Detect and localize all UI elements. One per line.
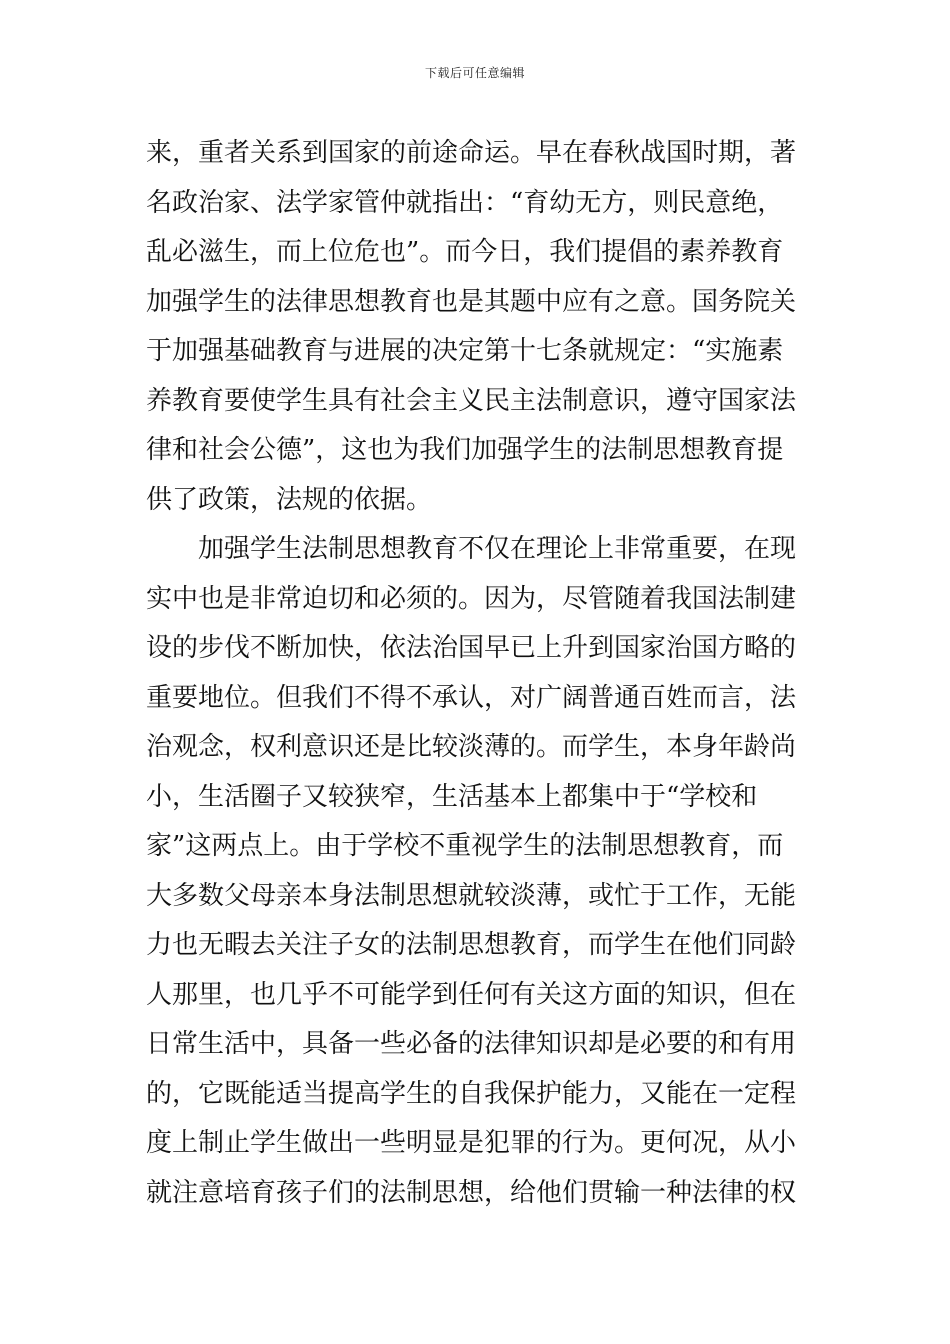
page-header: 下载后可任意编辑 <box>424 66 525 80</box>
paragraph-line: 力也无暇去关注子女的法制思想教育，而学生在他们同龄 <box>146 930 797 960</box>
paragraph-line: 日常生活中，具备一些必备的法律知识却是必要的和有用 <box>146 1029 797 1059</box>
paragraph-line: 养教育要使学生具有社会主义民主法制意识，遵守国家法 <box>146 385 797 416</box>
paragraph-line: 于加强基础教育与进展的决定第十七条就规定：“实施素 <box>146 336 784 366</box>
paragraph-line: 就注意培育孩子们的法制思想，给他们贯输一种法律的权 <box>146 1177 797 1208</box>
paragraph-line: 度上制止学生做出一些明显是犯罪的行为。更何况，从小 <box>146 1128 797 1158</box>
paragraph-line: 乱必滋生，而上位危也”。而今日，我们提倡的素养教育 <box>146 237 784 267</box>
paragraph-line: 家”这两点上。由于学校不重视学生的法制思想教育，而 <box>146 831 784 861</box>
paragraph-line: 大多数父母亲本身法制思想就较淡薄，或忙于工作，无能 <box>146 880 797 911</box>
paragraph-line: 律和社会公德”，这也为我们加强学生的法制思想教育提 <box>146 435 784 465</box>
paragraph-line: 加强学生法制思想教育不仅在理论上非常重要，在现 <box>198 534 797 564</box>
paragraph-line: 的，它既能适当提高学生的自我保护能力，又能在一定程 <box>146 1078 797 1109</box>
paragraph-line: 设的步伐不断加快，依法治国早已上升到国家治国方略的 <box>146 633 797 663</box>
document-body <box>146 129 811 1218</box>
paragraph-line: 名政治家、法学家管仲就指出：“育幼无方，则民意绝， <box>146 187 784 218</box>
paragraph-line: 实中也是非常迫切和必须的。因为，尽管随着我国法制建 <box>146 583 797 614</box>
paragraph-2 <box>146 525 811 1218</box>
paragraph-line: 供了政策，法规的依据。 <box>146 484 433 515</box>
paragraph-line: 重要地位。但我们不得不承认，对广阔普通百姓而言，法 <box>146 682 797 713</box>
paragraph-line: 治观念，权利意识还是比较淡薄的。而学生，本身年龄尚 <box>146 732 797 762</box>
paragraph-line: 加强学生的法律思想教育也是其题中应有之意。国务院关 <box>146 286 797 317</box>
paragraph-1 <box>146 129 811 525</box>
paragraph-line: 人那里，也几乎不可能学到任何有关这方面的知识，但在 <box>146 979 797 1010</box>
paragraph-line: 小，生活圈子又较狭窄，生活基本上都集中于“学校和 <box>146 781 758 812</box>
paragraph-line: 来，重者关系到国家的前途命运。早在春秋战国时期，著 <box>146 138 797 168</box>
